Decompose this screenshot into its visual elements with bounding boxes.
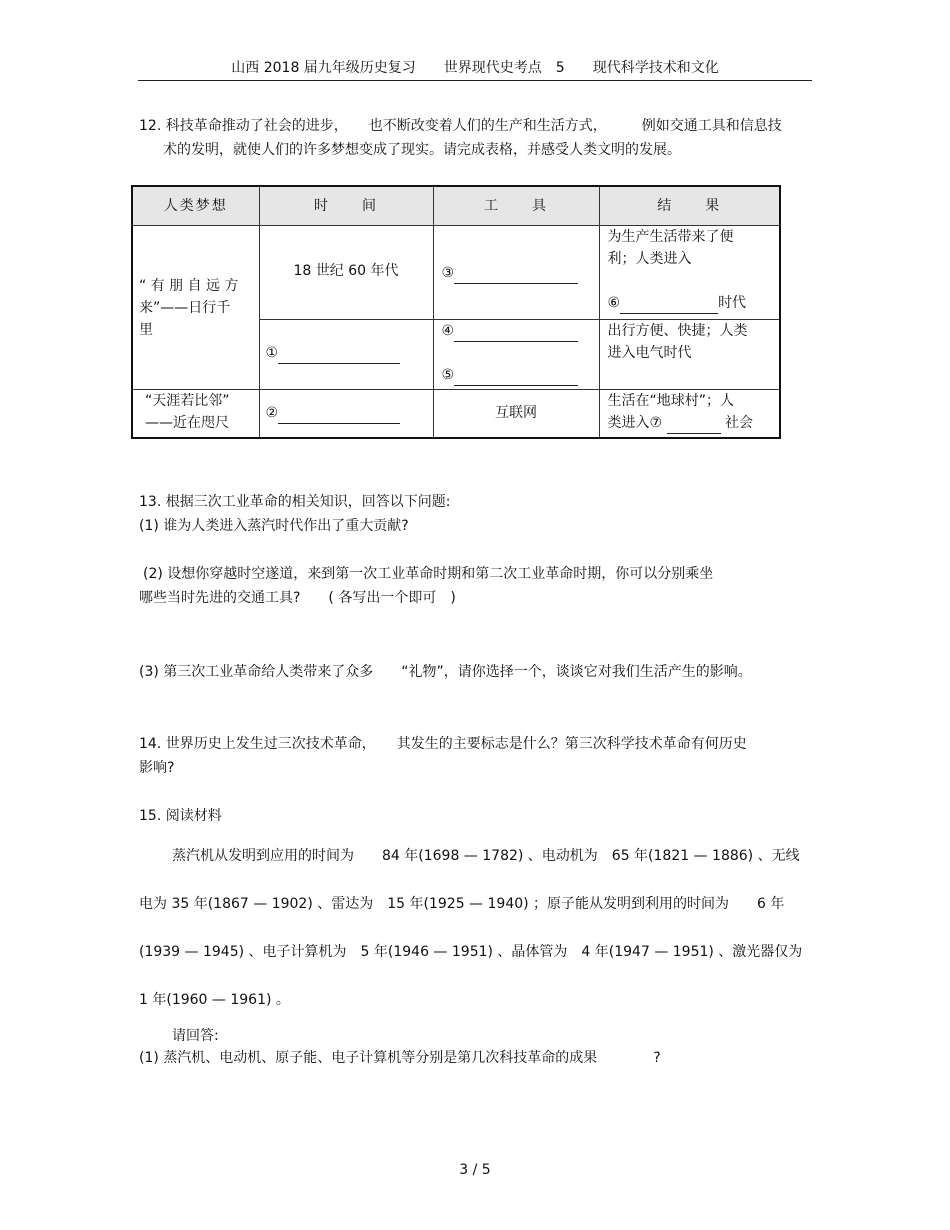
dream-2-line-2: ——近在咫尺: [145, 415, 229, 431]
blank-5-line[interactable]: [454, 369, 578, 386]
blank-1-label: ①: [265, 345, 279, 361]
result-1-line-3: [608, 292, 776, 314]
blank-4-label: ④: [441, 323, 455, 339]
tool-cell-3: [433, 390, 599, 438]
tool-cell-1: [433, 226, 599, 320]
time-cell-3: [259, 390, 433, 438]
time-cell-2: [259, 320, 433, 390]
q13-part-3: (3) 第三次工业革命给人类带来了众多 “礼物”，请你选择一个，谈谈它对我们生活产生的影响。: [139, 664, 752, 680]
result-3-line-1: 生活在“地球村”；人: [607, 393, 735, 409]
page-number: 3 / 5: [459, 1162, 491, 1178]
blank-2-label: ②: [265, 405, 279, 421]
result-1-line-2: 利；人类进入: [607, 251, 692, 267]
dream-2-line-1: “天涯若比邻”: [145, 393, 230, 409]
q13-title: 13. 根据三次工业革命的相关知识，回答以下问题:: [139, 494, 451, 510]
result-1-line-1: 为生产生活带来了便: [607, 229, 734, 245]
result-cell-3: [599, 390, 780, 438]
blank-6-line[interactable]: [620, 297, 718, 314]
q15-title: 15. 阅读材料: [139, 808, 222, 824]
time-1-text: 18 世纪 60 年代: [293, 263, 399, 279]
result-3-line-2: [608, 412, 776, 434]
q15-material-line-3: (1939 — 1945) 、电子计算机为 5 年(1946 — 1951) 、晶体管为 4 年(1947 — 1951) 、激光器仅为: [139, 944, 803, 960]
q15-material-line-4: 1 年(1960 — 1961) 。: [139, 992, 290, 1008]
q14-line-2: 影响?: [139, 760, 175, 776]
dream-1-line-3: 里: [139, 321, 153, 338]
blank-5-label: ⑤: [441, 367, 455, 383]
q15-material-line-2: 电为 35 年(1867 — 1902) 、雷达为 15 年(1925 — 1940) ；原子能从发明到利用的时间为 6 年: [139, 896, 785, 912]
time-cell-1: [259, 226, 433, 320]
q12-line-1: 12. 科技革命推动了社会的进步， 也不断改变着人们的生产和生活方式， 例如交通工具和信息技: [139, 118, 782, 134]
q15-material-line-1: 蒸汽机从发明到应用的时间为 84 年(1698 — 1782) 、电动机为 65 年(1821 — 1886) 、无线: [172, 848, 800, 864]
q12-line-2: 术的发明，就使人们的许多梦想变成了现实。请完成表格，并感受人类文明的发展。: [163, 142, 681, 158]
blank-3-line[interactable]: [454, 267, 578, 284]
q13-part-1: (1) 谁为人类进入蒸汽时代作出了重大贡献?: [139, 518, 409, 534]
dream-cell-2: [132, 390, 259, 438]
dream-1-line-2: 来”——日行千: [139, 299, 231, 316]
result-2-line-2: 进入电气时代: [607, 345, 692, 361]
blank-4-line[interactable]: [454, 325, 578, 342]
q15-ask: 请回答:: [172, 1028, 219, 1044]
table-header-time: 时 间: [259, 186, 433, 226]
tool-internet: 互联网: [495, 405, 537, 421]
result-1-era: 时代: [718, 295, 747, 311]
blank-6-label: ⑥: [607, 295, 621, 311]
table-header-dream: 人类梦想: [132, 186, 259, 226]
dream-1-line-1: “ 有 朋 自 远 方: [139, 277, 239, 294]
q14-line-1: 14. 世界历史上发生过三次技术革命， 其发生的主要标志是什么？第三次科学技术革命有何历史: [139, 736, 747, 752]
result-3-society: 社会: [724, 415, 753, 431]
result-2-line-1: 出行方便、快捷；人类: [607, 323, 748, 339]
q13-part-2-line-1: (2) 设想你穿越时空遂道，来到第一次工业革命时期和第二次工业革命时期，你可以分别乘坐: [143, 566, 714, 582]
blank-1-line[interactable]: [278, 347, 400, 364]
blank-3-label: ③: [441, 265, 455, 281]
table-header-result: 结 果: [599, 186, 780, 226]
result-cell-2: [599, 320, 780, 390]
tool-cell-2: [433, 320, 599, 390]
q13-part-2-line-2: 哪些当时先进的交通工具? ( 各写出一个即可 ): [139, 590, 456, 606]
blank-2-line[interactable]: [278, 407, 400, 424]
tool-4-row: [442, 320, 599, 342]
q15-part-1: (1) 蒸汽机、电动机、原子能、电子计算机等分别是第几次科技革命的成果 ?: [139, 1050, 661, 1066]
table-header-tool: 工 具: [433, 186, 599, 226]
result-cell-1: [599, 226, 780, 320]
blank-7-label: 类进入⑦: [607, 415, 663, 431]
q12-table: [131, 185, 781, 439]
header-divider: [138, 80, 812, 81]
page-header: 山西 2018 届九年级历史复习 世界现代史考点 5 现代科学技术和文化: [231, 60, 719, 76]
dream-cell-1: [132, 226, 259, 390]
blank-7-line[interactable]: [667, 417, 721, 434]
tool-5-row: [442, 364, 599, 386]
